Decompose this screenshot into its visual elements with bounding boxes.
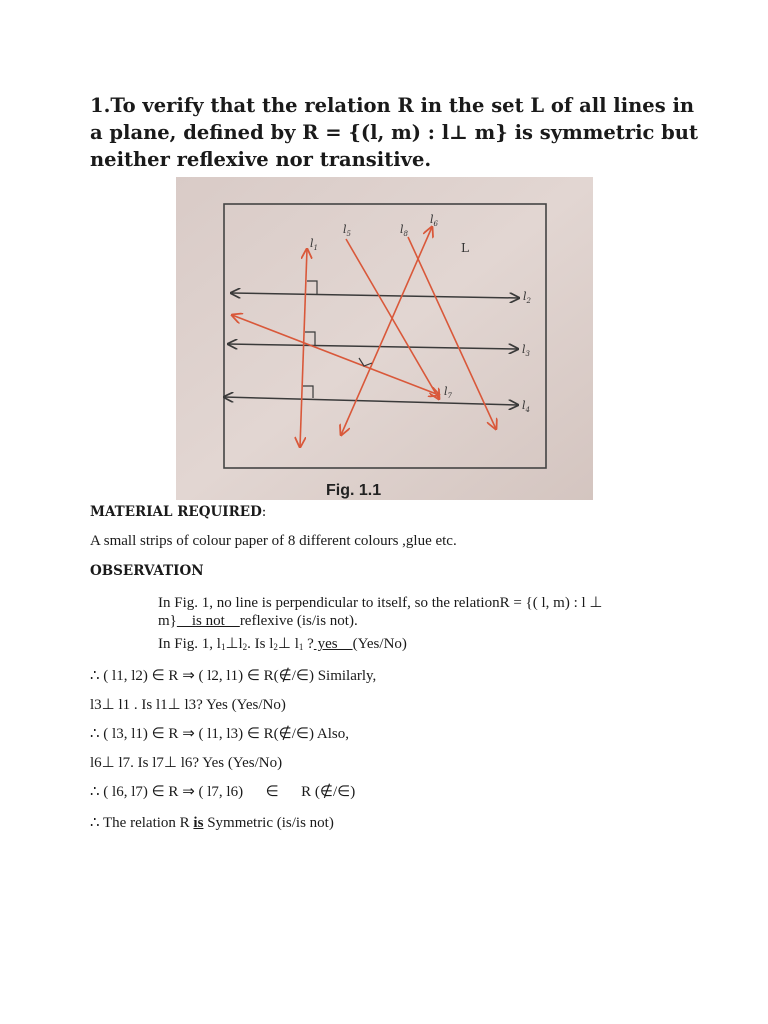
label-l3: $l_3$ <box>522 343 530 358</box>
page-title: 1.To verify that the relation R in the set L of all lines in a plane, defined by R = {(l, m) : l⊥ m} is symmetric but neither reflexive nor transitive. <box>90 94 698 171</box>
material-text: A small strips of colour paper of 8 different colours ,glue etc. <box>90 533 457 549</box>
lines-diagram <box>176 177 593 500</box>
label-l6: $l_6$ <box>430 213 438 228</box>
set-label: L <box>461 241 469 255</box>
observation-line-6: l6⊥ l7. Is l7⊥ l6? Yes (Yes/No) <box>90 755 283 771</box>
material-heading: MATERIAL REQUIRED: <box>90 504 267 520</box>
label-l8: $l_8$ <box>400 223 408 238</box>
photo-background <box>176 177 593 500</box>
observation-heading: OBSERVATION <box>90 563 204 579</box>
label-l1: $l_1$ <box>310 237 318 252</box>
observation-line-4: l3⊥ l1 . Is l1⊥ l3? Yes (Yes/No) <box>90 697 286 713</box>
observation-conclusion: ∴ The relation R is Symmetric (is/is not) <box>90 815 334 831</box>
observation-line-7: ∴ ( l6, l7) ∈ R ⇒ ( l7, l6) ∈ R (∉/∈) <box>90 784 356 800</box>
label-l4: $l_4$ <box>522 399 530 414</box>
observation-line-2: In Fig. 1, $l_1\perp l_2$. Is $l_2\perp$ $l_1$ ? yes (Yes/No) <box>158 636 407 652</box>
figure-caption: Fig. 1.1 <box>326 482 382 499</box>
label-l7: $l_7$ <box>444 385 452 400</box>
label-l2: $l_2$ <box>523 290 531 305</box>
observation-line-3: ∴ ( l1, l2) ∈ R ⇒ ( l2, l1) ∈ R(∉/∈) Similarly, <box>90 668 377 684</box>
label-l5: $l_5$ <box>343 223 351 238</box>
observation-line-5: ∴ ( l3, l1) ∈ R ⇒ ( l1, l3) ∈ R(∉/∈) Also, <box>90 726 349 742</box>
figure-photo <box>176 177 593 500</box>
observation-line-1: In Fig. 1, no line is perpendicular to itself, so the relationR = {( l, m) : l ⊥ m} is not reflexive (is/is not). <box>158 595 603 629</box>
